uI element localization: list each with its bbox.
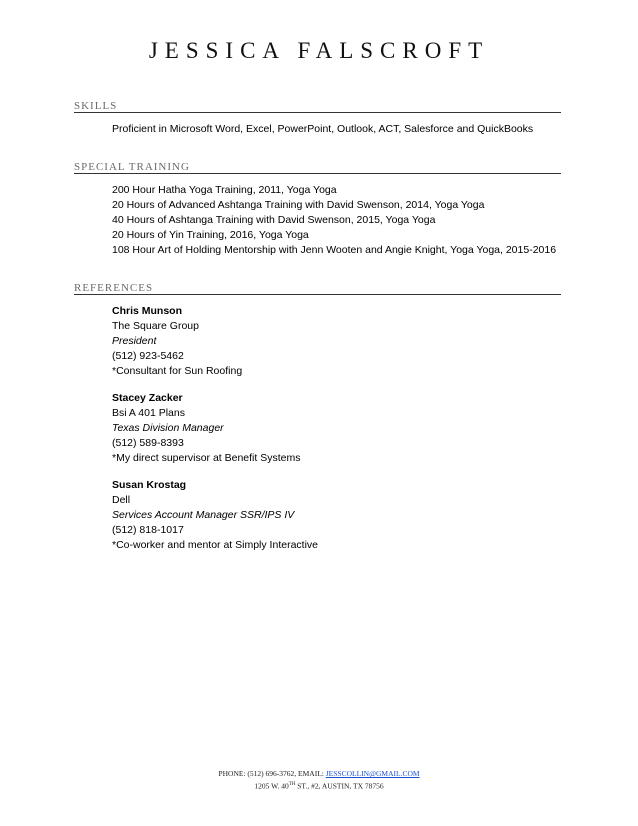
reference-entry xyxy=(112,304,561,379)
reference-title: Services Account Manager SSR/IPS IV xyxy=(112,509,295,521)
reference-phone: (512) 818-1017 xyxy=(112,524,184,536)
footer-address xyxy=(0,779,638,792)
reference-company: The Square Group xyxy=(112,320,199,332)
training-section xyxy=(74,161,561,258)
reference-entry xyxy=(112,478,561,553)
references-section xyxy=(74,282,561,565)
references-header: REFERENCES xyxy=(74,282,561,295)
skills-body xyxy=(112,122,561,137)
skills-text: Proficient in Microsoft Word, Excel, PowerPoint, Outlook, ACT, Salesforce and QuickBooks xyxy=(112,123,534,135)
reference-name: Stacey Zacker xyxy=(112,392,183,404)
training-item: 40 Hours of Ashtanga Training with David Swenson, 2015, Yoga Yoga xyxy=(112,214,436,226)
reference-company: Dell xyxy=(112,494,131,506)
reference-entry xyxy=(112,391,561,466)
email-link[interactable]: JESSCOLLIN@GMAIL.COM xyxy=(325,769,420,778)
contact-footer xyxy=(0,768,638,792)
footer-phone: PHONE: (512) 696-3762, EMAIL: xyxy=(218,769,326,778)
training-item: 108 Hour Art of Holding Mentorship with Jenn Wooten and Angie Knight, Yoga Yoga, 2015-2016 xyxy=(112,244,557,256)
reference-note: *Co-worker and mentor at Simply Interactive xyxy=(112,539,318,551)
training-list xyxy=(112,183,561,258)
footer-contact-line xyxy=(0,768,638,779)
resume-name: JESSICA FALSCROFT xyxy=(148,38,490,63)
skills-header: SKILLS xyxy=(74,100,561,113)
training-item: 200 Hour Hatha Yoga Training, 2011, Yoga Yoga xyxy=(112,184,337,196)
reference-name: Susan Krostag xyxy=(112,479,187,491)
reference-company: Bsi A 401 Plans xyxy=(112,407,185,419)
reference-phone: (512) 923-5462 xyxy=(112,350,184,362)
training-item: 20 Hours of Advanced Ashtanga Training with David Swenson, 2014, Yoga Yoga xyxy=(112,199,485,211)
reference-note: *My direct supervisor at Benefit Systems xyxy=(112,452,301,464)
address-rest: ST., #2, AUSTIN, TX 78756 xyxy=(295,781,384,791)
reference-name: Chris Munson xyxy=(112,305,182,317)
skills-section xyxy=(74,100,561,137)
reference-note: *Consultant for Sun Roofing xyxy=(112,365,243,377)
training-item: 20 Hours of Yin Training, 2016, Yoga Yoga xyxy=(112,229,309,241)
training-header: SPECIAL TRAINING xyxy=(74,161,561,174)
references-list xyxy=(112,304,561,553)
reference-title: Texas Division Manager xyxy=(112,422,224,434)
reference-phone: (512) 589-8393 xyxy=(112,437,184,449)
address-number: 1205 W. 40 xyxy=(254,781,289,791)
reference-title: President xyxy=(112,335,157,347)
address-superscript: TH xyxy=(288,782,296,787)
